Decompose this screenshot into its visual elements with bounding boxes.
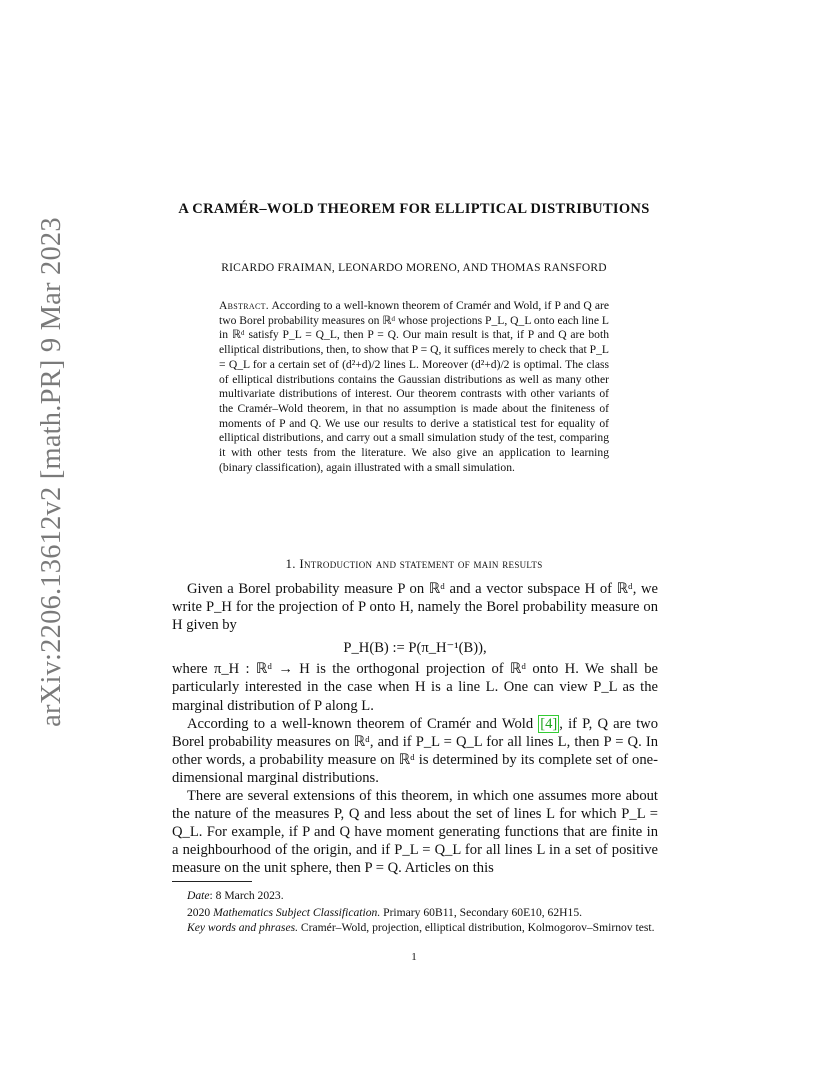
date-value: : 8 March 2023.: [209, 889, 284, 902]
footnote-msc: [172, 904, 658, 921]
footnote-date: [172, 887, 658, 904]
footnote-keywords: [172, 921, 658, 936]
paragraph-2: [172, 715, 658, 787]
paper-title: A CRAMÉR–WOLD THEOREM FOR ELLIPTICAL DISTRIBUTIONS: [178, 201, 650, 217]
paper-authors: RICARDO FRAIMAN, LEONARDO MORENO, AND THOMAS RANSFORD: [221, 262, 607, 274]
msc-label: Mathematics Subject Classification.: [213, 906, 381, 919]
abstract: [219, 299, 609, 475]
footnote-rule: [172, 881, 252, 882]
paragraph-3: There are several extensions of this theorem, in which one assumes more about the nature of the measures P, Q and less about the set of lines L for which P_L = Q_L. For example, if P and Q have moment generating functions that are finite in a neighbourhood of the origin, and if P_L = Q_L for all lines L in a set of positive measure on the unit sphere, then P = Q. Articles on this: [172, 788, 658, 877]
keywords-label: Key words and phrases.: [187, 921, 299, 934]
section-heading: 1. Introduction and statement of main results: [285, 556, 543, 571]
msc-year: 2020: [187, 906, 214, 919]
citation-link[interactable]: [4]: [540, 715, 558, 732]
main-body-text: [172, 580, 658, 878]
keywords-value: Cramér–Wold, projection, elliptical distribution, Kolmogorov–Smirnov test.: [298, 921, 655, 934]
display-equation: P_H(B) := P(π_H⁻¹(B)),: [343, 640, 487, 657]
paragraph-2-end: , if P, Q are two Borel probability measures on ℝᵈ, and if P_L = Q_L for all lines L, then P = Q. In other words, a probability measure on ℝᵈ is determined by its complete set of one-dimensional marginal distributions.: [172, 715, 658, 786]
paragraph-1: Given a Borel probability measure P on ℝᵈ and a vector subspace H of ℝᵈ, we write P_H for the projection of P onto H, namely the Borel probability measure on H given by: [172, 581, 658, 634]
abstract-label: Abstract.: [219, 299, 269, 312]
page-number: 1: [411, 951, 417, 963]
abstract-text: According to a well-known theorem of Cramér and Wold, if P and Q are two Borel probability measures on ℝᵈ whose projections P_L, Q_L onto each line L in ℝᵈ satisfy P_L = Q_L, then P = Q. Our main result is that, if P and Q are both elliptical distributions, then, to show that P = Q, it suffices merely to check that P_L = Q_L for a certain set of (d²+d)/2 lines L. Moreover (d²+d)/2 is optimal. The class of elliptical distributions contains the Gaussian distributions as well as many other multivariate distributions of interest. Our theorem contrasts with other variants of the Cramér–Wold theorem, in that no assumption is made about the finiteness of moments of P and Q. We use our results to derive a statistical test for equality of elliptical distributions, and carry out a small simulation study of the test, comparing it with other tests from the literature. We also give an application to learning (binary classification), again illustrated with a small simulation.: [219, 299, 609, 474]
paragraph-1-continued: where π_H : ℝᵈ → H is the orthogonal projection of ℝᵈ onto H. We shall be particularly interested in the case when H is a line L. One can view P_L as the marginal distribution of P along L.: [172, 661, 658, 714]
footnotes: [172, 887, 658, 936]
paragraph-2-start: According to a well-known theorem of Cramér and Wold: [187, 715, 539, 732]
arxiv-side-stamp: arXiv:2206.13612v2 [math.PR] 9 Mar 2023: [36, 217, 67, 727]
date-label: Date: [187, 889, 210, 902]
msc-codes: Primary 60B11, Secondary 60E10, 62H15.: [380, 906, 583, 919]
